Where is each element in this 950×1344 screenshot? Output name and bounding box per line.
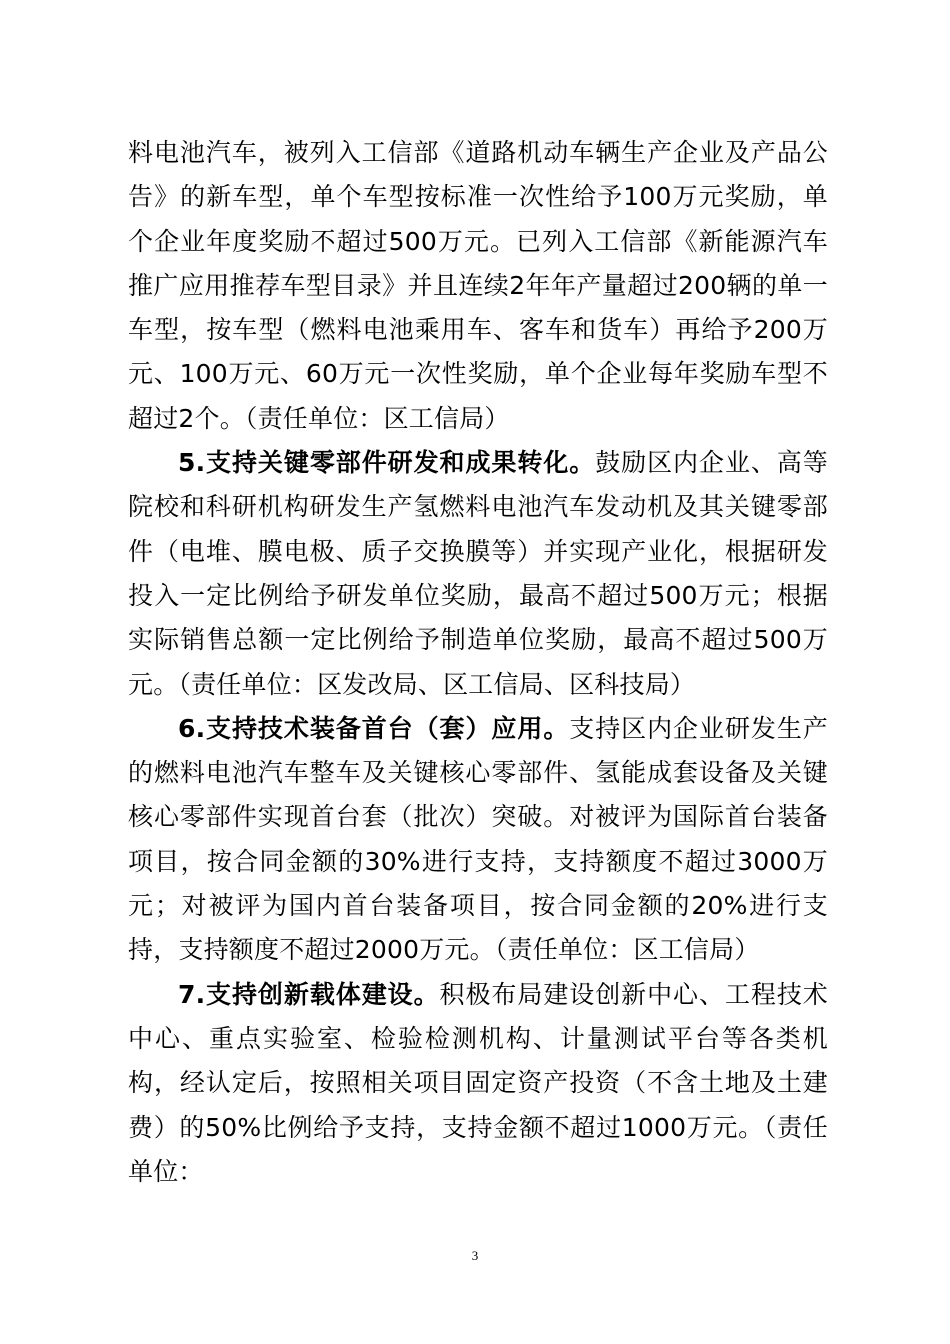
paragraph-text: 支持区内企业研发生产的燃料电池汽车整车及关键核心零部件、氢能成套设备及关键核心零部件实现首台套（批次）突破。对被评为国际首台装备项目，按合同金额的30%进行支持，支持额度不超过3000万元；对被评为国内首台装备项目，按合同金额的20%进行支持，支持额度不超过2000万元。（责任单位：区工信局） bbox=[128, 713, 828, 965]
document-body bbox=[128, 131, 828, 1194]
paragraph-item-7 bbox=[128, 973, 828, 1194]
paragraph-text: 料电池汽车，被列入工信部《道路机动车辆生产企业及产品公告》的新车型，单个车型按标准一次性给予100万元奖励，单个企业年度奖励不超过500万元。已列入工信部《新能源汽车推广应用推荐车型目录》并且连续2年年产量超过200辆的单一车型，按车型（燃料电池乘用车、客车和货车）再给予200万元、100万元、60万元一次性奖励，单个企业每年奖励车型不超过2个。（责任单位：区工信局） bbox=[128, 138, 828, 433]
paragraph-item-6 bbox=[128, 707, 828, 973]
item-number: 5. bbox=[178, 448, 206, 478]
item-heading: 支持创新载体建设。 bbox=[205, 979, 440, 1009]
paragraph-text: 积极布局建设创新中心、工程技术中心、重点实验室、检验检测机构、计量测试平台等各类机构，经认定后，按照相关项目固定资产投资（不含土地及土建费）的50%比例给予支持，支持金额不超过1000万元。（责任单位： bbox=[128, 979, 828, 1186]
item-number: 6. bbox=[178, 713, 206, 743]
paragraph-text: 鼓励区内企业、高等院校和科研机构研发生产氢燃料电池汽车发动机及其关键零部件（电堆、膜电极、质子交换膜等）并实现产业化，根据研发投入一定比例给予研发单位奖励，最高不超过500万元；根据实际销售总额一定比例给予制造单位奖励，最高不超过500万元。（责任单位：区发改局、区工信局、区科技局） bbox=[128, 448, 828, 699]
item-number: 7. bbox=[178, 979, 206, 1009]
item-heading: 支持技术装备首台（套）应用。 bbox=[205, 713, 570, 743]
paragraph-continued bbox=[128, 131, 828, 441]
paragraph-item-5 bbox=[128, 441, 828, 707]
page-number: 3 bbox=[471, 1248, 479, 1263]
item-heading: 支持关键零部件研发和成果转化。 bbox=[205, 448, 596, 478]
